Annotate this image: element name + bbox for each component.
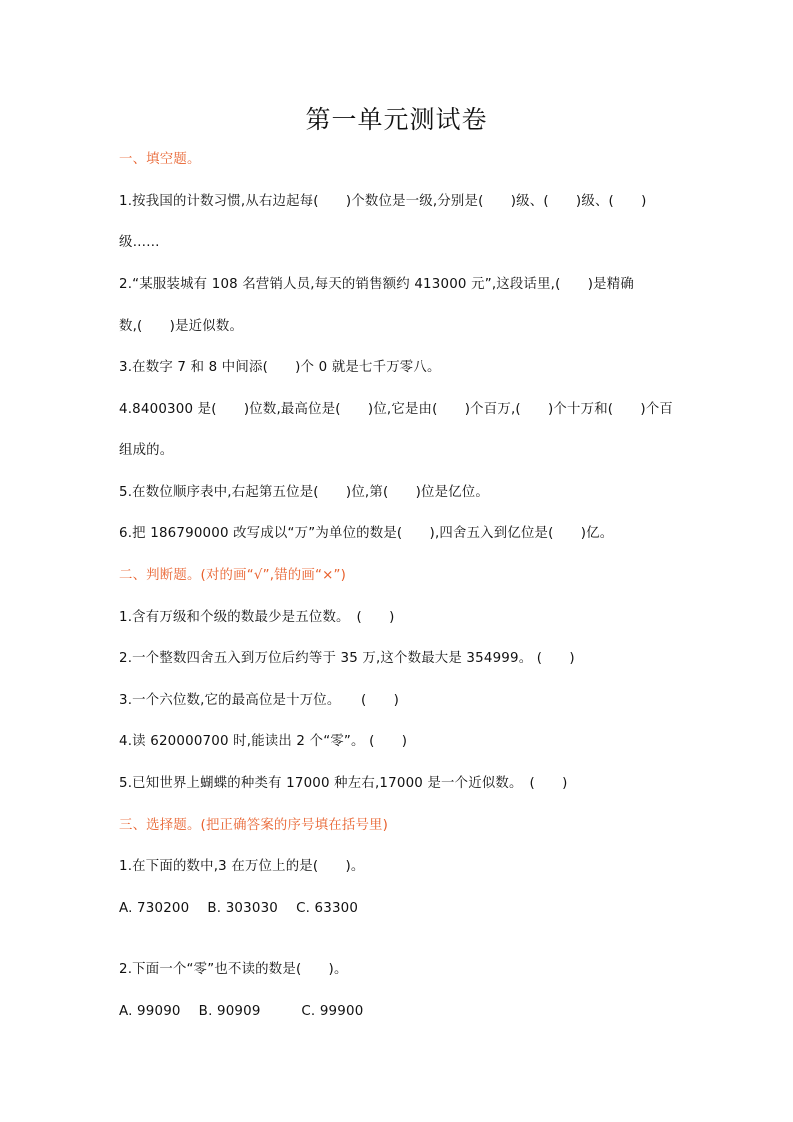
judge-question-3: 3.一个六位数,它的最高位是十万位。 ( ) [119, 693, 400, 708]
judge-question-4: 4.读 620000700 时,能读出 2 个“零”。 ( ) [119, 734, 408, 749]
page-title: 第一单元测试卷 [305, 105, 488, 134]
fill-question-5: 5.在数位顺序表中,右起第五位是( )位,第( )位是亿位。 [119, 485, 489, 500]
fill-question-2: 2.“某服装城有 108 名营销人员,每天的销售额约 413000 元”,这段话里,( )是精确 [119, 277, 634, 292]
choice-question-1-options: A. 730200 B. 303030 C. 63300 [119, 901, 359, 916]
choice-question-1: 1.在下面的数中,3 在万位上的是( )。 [119, 859, 365, 874]
fill-question-1: 1.按我国的计数习惯,从右边起每( )个数位是一级,分别是( )级、( )级、( ) [119, 194, 647, 209]
fill-question-1-continued: 级…… [119, 235, 160, 250]
section-heading-judge: 二、判断题。(对的画“√”,错的画“×”) [119, 568, 347, 583]
choice-question-2: 2.下面一个“零”也不读的数是( )。 [119, 962, 348, 977]
fill-question-3: 3.在数字 7 和 8 中间添( )个 0 就是七千万零八。 [119, 360, 441, 375]
section-heading-choice: 三、选择题。(把正确答案的序号填在括号里) [119, 818, 389, 833]
judge-question-2: 2.一个整数四舍五入到万位后约等于 35 万,这个数最大是 354999。 ( ) [119, 651, 575, 666]
judge-question-1: 1.含有万级和个级的数最少是五位数。 ( ) [119, 610, 395, 625]
fill-question-6: 6.把 186790000 改写成以“万”为单位的数是( ),四舍五入到亿位是( )亿。 [119, 526, 614, 541]
section-heading-fill: 一、填空题。 [119, 152, 201, 167]
judge-question-5: 5.已知世界上蝴蝶的种类有 17000 种左右,17000 是一个近似数。 ( ) [119, 776, 568, 791]
fill-question-2-continued: 数,( )是近似数。 [119, 319, 244, 334]
fill-question-4-continued: 组成的。 [119, 443, 174, 458]
fill-question-4: 4.8400300 是( )位数,最高位是( )位,它是由( )个百万,( )个十万和( )个百 [119, 402, 673, 417]
choice-question-2-options: A. 99090 B. 90909 C. 99900 [119, 1004, 364, 1019]
